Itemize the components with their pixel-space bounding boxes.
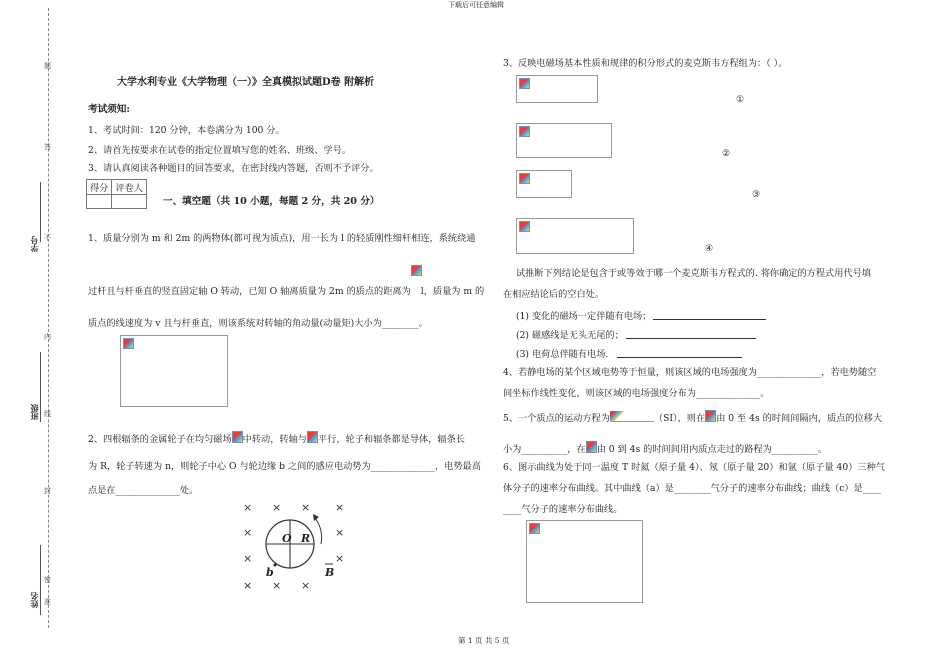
q2-line1-part3: 平行，轮子和辐条都是导体，辐条长: [317, 434, 465, 445]
q1-line2: [88, 286, 484, 298]
q5-line1-part1: 5、一个质点的运动方程为: [503, 413, 610, 424]
q5-line2-part2: 由 0 到 4s 的时间间用内质点走过的路程为__________。: [596, 444, 827, 455]
label-xuehao: 学号: [29, 236, 39, 252]
seal-char-5: 不: [44, 234, 51, 242]
q5-line1-part2: （SI），则在: [653, 413, 706, 424]
q2-line1-part2: 中转动，转轴与: [242, 434, 307, 445]
q2-line2: 为 R，轮子转速为 n，则轮子中心 O 与轮边缘 b 之间的感应电动势为______________，电势最高: [88, 461, 481, 472]
field-cross: ×: [301, 579, 311, 592]
seal-char-1: 密: [44, 576, 51, 584]
field-cross: ×: [243, 501, 253, 514]
q6-line2: 体分子的速率分布曲线。其中曲线（a）是________气分子的速率分布曲线；曲线（c）是____: [503, 483, 882, 494]
q1-inline-formula-image: [411, 265, 421, 275]
q5-line2-part1: 小为__________，在: [503, 444, 586, 455]
speed-distribution-figure-image: [526, 520, 643, 603]
field-cross: ×: [335, 501, 345, 514]
time-variable-image: [705, 410, 716, 422]
field-cross: ×: [272, 579, 282, 592]
point-b: [274, 564, 277, 567]
score-cell: 得分: [87, 180, 112, 195]
maxwell-eq1-image: [516, 75, 598, 103]
q2-line3: 点是在______________处。: [88, 485, 199, 496]
label-b: b: [266, 566, 274, 579]
q3-item-1: [516, 309, 766, 323]
time-variable-image-2: [586, 441, 597, 453]
q3-line1: 3、反映电磁场基本性质和规律的积分形式的麦克斯韦方程组为：（ ）。: [503, 58, 788, 69]
answer-blank[interactable]: [617, 347, 742, 358]
notice-item-2: 2、请首先按要求在试卷的指定位置填写您的姓名、班级、学号。: [88, 145, 352, 156]
notice-item-1: 1、考试时间：120 分钟，本卷满分为 100 分。: [88, 125, 285, 136]
label-banji: 班级: [29, 404, 39, 420]
header-note: 下载后可任意编辑: [448, 1, 504, 9]
q2-line1: [88, 431, 465, 446]
answer-blank[interactable]: [653, 309, 766, 320]
section1-heading: 一、填空题（共 10 小题，每题 2 分，共 20 分）: [163, 196, 380, 207]
label-line-banji: [40, 352, 41, 422]
q5-line1-part3: 由 0 至 4s 的时间间隔内，质点的位移大: [716, 413, 883, 424]
label-B: B: [325, 566, 335, 579]
field-cross: ×: [335, 552, 345, 565]
q3-line3: 在相应结论后的空白处。: [503, 289, 605, 300]
seal-char-2: 封: [44, 487, 51, 495]
q5-line1: [503, 410, 882, 425]
label-R: R: [301, 532, 311, 545]
wheel-svg: [235, 496, 355, 596]
field-cross: ×: [335, 526, 345, 539]
q6-line3: ____气分子的速率分布曲线。: [503, 504, 623, 515]
seal-char-7: 答: [44, 143, 51, 151]
q3-item-2: [516, 328, 756, 342]
seal-char-4: 内: [44, 333, 51, 341]
score-blank[interactable]: [87, 195, 112, 209]
q2-line1-part1: 2、四根辐条的金属轮子在均匀磁场: [88, 434, 232, 445]
label-line-xingming: [40, 545, 41, 615]
eq-label-4: ④: [705, 243, 714, 254]
eq-label-1: ①: [736, 94, 745, 105]
answer-blank[interactable]: [626, 328, 756, 339]
q3-item-3-text: (3) 电荷总伴随有电场．: [516, 349, 615, 360]
maxwell-eq3-image: [516, 170, 572, 198]
maxwell-eq4-image: [516, 218, 634, 254]
rotation-arrow: [315, 518, 322, 544]
seal-char-3: 线: [44, 410, 51, 418]
q4-line2: 间坐标作线性变化，则该区域的电场强度分布为______________。: [503, 388, 770, 399]
q4-line1: 4、若静电场的某个区域电势等于恒量，则该区域的电场强度为______________，若电势随空: [503, 367, 877, 378]
field-cross: ×: [301, 501, 311, 514]
maxwell-eq2-image: [516, 123, 612, 158]
label-line-xuehao: [40, 182, 41, 242]
field-cross: ×: [272, 501, 282, 514]
notice-heading: 考试须知:: [88, 104, 130, 115]
q3-item-2-text: (2) 磁感线是无头无尾的；: [516, 330, 624, 341]
q3-item-3: [516, 347, 742, 361]
label-xingming: 姓名: [29, 592, 39, 608]
q3-item-1-text: (1) 变化的磁场一定伴随有电场；: [516, 311, 652, 322]
wheel-diagram: [235, 496, 355, 596]
q1-line1: 1、质量分别为 m 和 2m 的两物体(都可视为质点)，用一长为 l 的轻质刚性细杆相连，系统绕通: [88, 233, 476, 244]
page-footer: 第 1 页 共 5 页: [458, 636, 510, 645]
q1-figure-image: [120, 335, 228, 407]
eq-label-2: ②: [722, 148, 731, 159]
eq-label-3: ③: [752, 189, 761, 200]
seal-char-8: 题: [44, 62, 51, 70]
seal-line: [48, 8, 49, 628]
formula-b-image: [232, 431, 243, 443]
q1-line2-part2: l，质量为 m 的: [420, 286, 485, 297]
page-title: 大学水利专业《大学物理（一）》全真模拟试题D卷 附解析: [117, 77, 375, 88]
label-O: O: [282, 532, 292, 545]
q6-line1: 6、图示曲线为处于同一温度 T 时氦（原子量 4）、氖（原子量 20）和氩（原子量 40）三种气: [503, 462, 885, 473]
grader-cell: 评卷人: [112, 180, 147, 195]
grader-blank[interactable]: [112, 195, 147, 209]
q1-line2-part1: 过杆且与杆垂直的竖直固定轴 O 转动，已知 O 轴离质量为 2m 的质点的距离为: [88, 286, 411, 297]
field-cross: ×: [243, 552, 253, 565]
field-cross: ×: [243, 526, 253, 539]
score-table: [86, 179, 147, 209]
q1-line3: 质点的线速度为 v 且与杆垂直，则该系统对转轴的角动量(动量矩)大小为________。: [88, 318, 428, 329]
motion-equation-image: [610, 411, 654, 422]
formula-b-image-2: [307, 431, 318, 443]
seal-char-6: 准: [44, 598, 51, 606]
q3-line2: 试推断下列结论是包含于或等效于哪一个麦克斯韦方程式的. 将你确定的方程式用代号填: [516, 268, 871, 279]
field-cross: ×: [243, 579, 253, 592]
notice-item-3: 3、请认真阅读各种题目的回答要求，在密封线内答题，否则不予评分。: [88, 163, 379, 174]
q5-line2: [503, 441, 827, 456]
